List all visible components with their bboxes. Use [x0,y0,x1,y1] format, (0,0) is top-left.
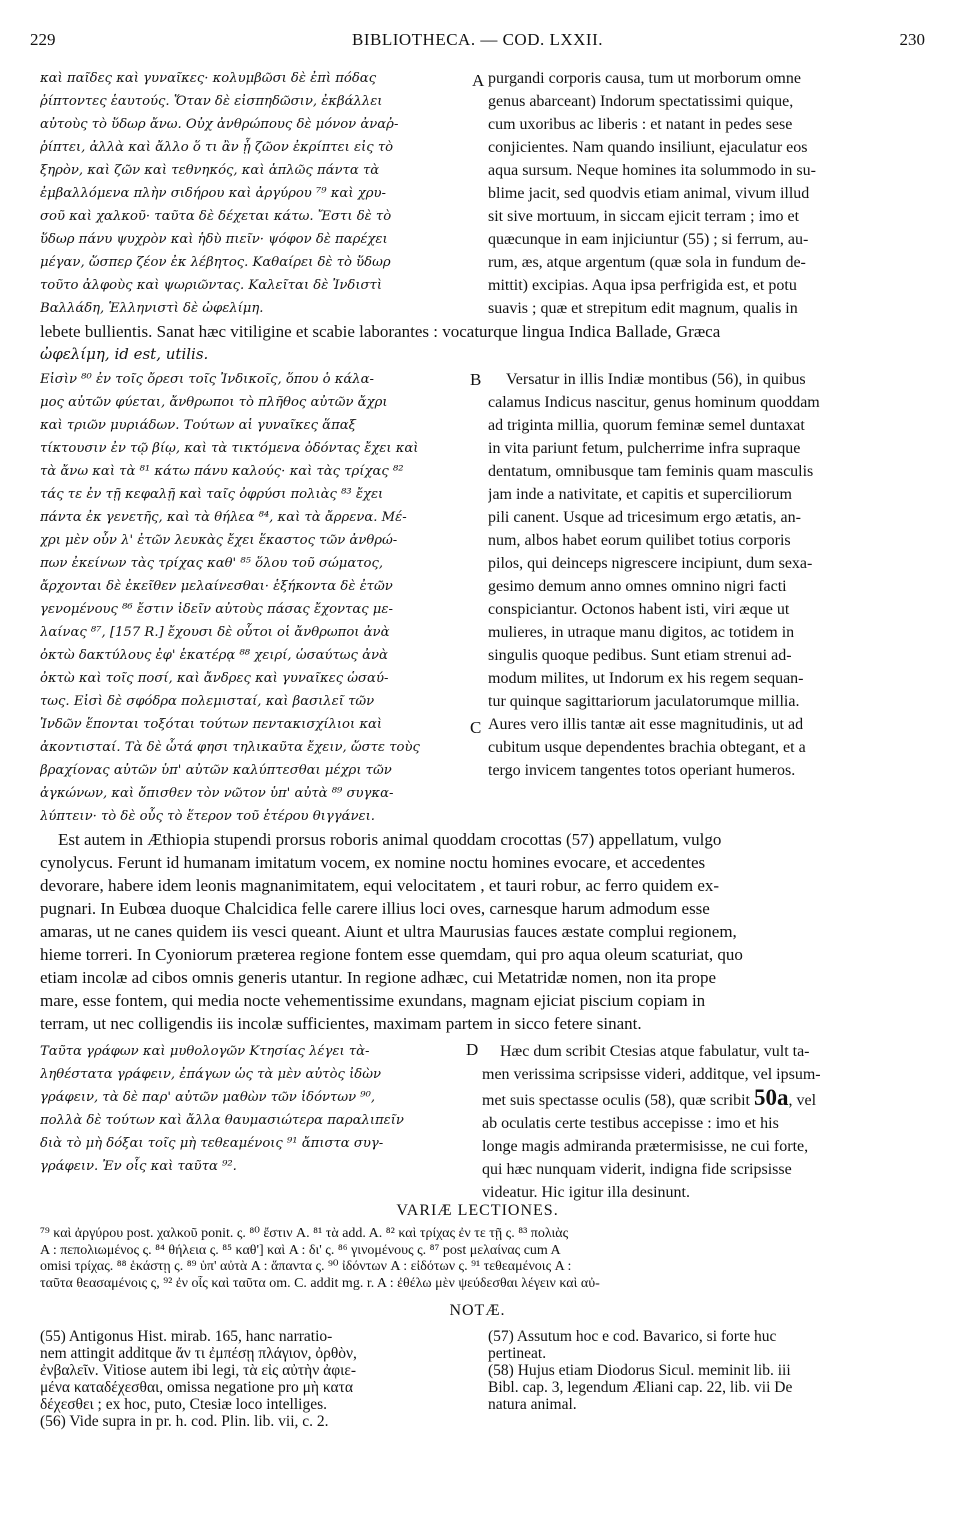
latin-line: mittit) excipias. Aqua ipsa perfrigida est, et potu [488,277,797,294]
full-line: ὠφελίμη, id est, utilis. [40,345,209,363]
latin-line: tur quinque sagittariorum jaculatorumque millia. [488,693,800,710]
greek-line: ἀκοντισταί. Τὰ δὲ ὦτά φησι τηλικαῦτα ἔχειν, ὥστε τοὺς [40,740,420,755]
greek-line: ληθέστατα γράφειν, ἐπάγων ὡς τὰ μὲν αὐτὸς ἰδὼν [40,1067,381,1082]
latin-line: ad triginta millia, quorum feminæ semel duntaxat [488,417,805,434]
section-d-greek [40,1040,468,1178]
section-a-greek [40,67,468,320]
latin-fragment: met suis spectasse oculis (58), quæ scribit [482,1092,750,1109]
greek-line: σοῦ καὶ χαλκοῦ· ταῦτα δὲ δέχεται κάτω. Ἔστι δὲ τὸ [40,209,392,224]
full-line: amaras, ut ne canes quidem iis vesci queant. Aiunt et ultra Maurusias fauces æstate complui regionem, [40,922,737,941]
latin-line: num, albos habet eorum quilibet totius corporis [488,532,791,549]
latin-line: Versatur in illis Indiæ montibus (56), in quibus [506,371,806,388]
page-reference: 50a [753,1086,789,1110]
latin-line: conspiciantur. Octonos habent isti, viri æque ut [488,601,790,618]
note-line: δέχεσθει ; ex hoc, puto, Ctesiæ loco intelliges. [40,1396,327,1413]
greek-line: ῥίπτοντες ἑαυτούς. Ὅταν δὲ εἰσπηδῶσιν, ἐκβάλλει [40,94,383,109]
latin-line: calamus Indicus nascitur, genus hominum quoddam [488,394,820,411]
latin-line: qui hæc nunquam viderit, indigna fide scripsisse [482,1161,792,1178]
greek-line: ὀκτὼ καὶ τοῖς ποσί, καὶ ἄνδρες καὶ γυναῖκες ὡσαύ- [40,671,389,686]
greek-line: ἀγκώνων, καὶ ὄπισθεν τὸν νῶτον ὑπ' αὐτὰ ⁸⁹ συγκα- [40,786,394,801]
greek-line: γράφειν. Ἐν οἷς καὶ ταῦτα ⁹². [40,1159,237,1174]
variant-line: omisi τρίχας. ⁸⁸ ἑκάστῃ ς. ⁸⁹ ὑπ' αὐτὰ A : ἅπαντα ς. ⁹⁰ ἰδόντων A : εἰδότων ς. ⁹¹ τεθεαμένοις A : [40,1259,572,1274]
greek-line: τως. Εἰσὶ δὲ σφόδρα πολεμισταί, καὶ βασιλεῖ τῶν [40,694,375,709]
greek-line: πων ἐκείνων τὰς τρίχας καθ' ⁸⁵ ὅλου τοῦ σώματος, [40,556,384,571]
latin-line: pilos, qui deinceps nigrescere incipiunt, dum sexa- [488,555,813,572]
full-line: lebete bullientis. Sanat hæc vitiligine et scabie laborantes : vocaturque lingua Indica Ballade, Græca [40,322,721,341]
latin-line: gesimo demum anno omnes omnino nigri facti [488,578,787,595]
greek-line: ὕδωρ πάνυ ψυχρὸν καὶ ἡδὺ πιεῖν· ψόφον δὲ παρέχει [40,232,388,247]
greek-line: καὶ παῖδες καὶ γυναῖκες· κολυμβῶσι δὲ ἐπὶ πόδας [40,71,377,86]
latin-line: longe magis admiranda prætermisisse, ne cui forte, [482,1138,809,1155]
greek-line: τίκτουσιν ἐν τῷ βίῳ, καὶ τὰ τικτόμενα ὀδόντας ἔχει καὶ [40,441,419,456]
greek-line: Ἰνδῶν ἕπονται τοξόται τούτων πεντακισχίλιοι καὶ [40,717,383,732]
latin-line: men verissima scripsisse videri, additque, vel ipsum- [482,1066,821,1083]
section-marker-c: C [470,718,482,737]
greek-line: τοῦτο ἀλφοὺς καὶ ψωριῶντας. Καλεῖται δὲ Ἰνδιστὶ [40,278,382,293]
greek-line: γράφειν, τὰ δὲ παρ' αὐτῶν μαθὼν τῶν ἰδόντων ⁹⁰, [40,1090,376,1105]
notae-right [488,1328,920,1413]
note-line: (58) Hujus etiam Diodorus Sicul. meminit lib. iii [488,1362,791,1379]
greek-line: αὐτοὺς τὸ ὕδωρ ἄνω. Οὐχ ἀνθρώπους δὲ μόνον ἀναῤ- [40,117,399,132]
latin-line: in vita pariunt fetum, pulcherrime infra supraque [488,440,801,457]
section-a-latin [488,67,920,320]
latin-line: purgandi corporis causa, tum ut morborum omne [488,70,801,87]
latin-line: dentatum, omnibusque tam feminis quam masculis [488,463,814,480]
greek-line: τάς τε ἐν τῇ κεφαλῇ καὶ ταῖς ὀφρύσι πολιὰς ⁸³ ἔχει [40,487,384,502]
greek-line: μος αὐτῶν φύεται, ἄνθρωποι τὸ πλῆθος αὐτῶν ἄχρι [40,395,388,410]
latin-line: cum uxoribus ac liberis : et natant in pedes sese [488,116,793,133]
latin-line: jam inde a nativitate, et capitis et superciliorum [488,486,792,503]
full-line: hieme torreri. In Cyoniorum præterea regione fontem esse quemdam, qui pro aqua oleum scaturiat, quo [40,945,743,964]
latin-line: mulieres, in utraque manu digitos, ac totidem in [488,624,795,641]
latin-line: sit sive mortuum, in siccam ejicit terram ; imo et [488,208,800,225]
section-b-latin [488,368,920,782]
section-d-latin [482,1040,920,1204]
latin-line: modum milites, ut Indorum ex his regem sequan- [488,670,804,687]
greek-line: Εἰσὶν ⁸⁰ ἐν τοῖς ὄρεσι τοῖς Ἰνδικοῖς, ὅπου ὁ κάλα- [40,372,375,387]
greek-line: τὰ ἄνω καὶ τὰ ⁸¹ κάτω πάνυ καλούς· καὶ τὰς τρίχας ⁸² [40,464,404,479]
greek-line: μέγαν, ὥσπερ ζέον ἐκ λέβητος. Καθαίρει δὲ τὸ ὕδωρ [40,255,391,270]
full-line: pugnari. In Eubœa duoque Chalcidica felle carere illius loci oves, carnesque harum admodum esse [40,899,710,918]
notae-left [40,1328,470,1430]
latin-line: quæcunque in eam injiciuntur (55) ; si ferrum, au- [488,231,809,248]
note-line: (57) Assutum hoc e cod. Bavarico, si forte huc [488,1328,777,1345]
greek-line: χρι μὲν οὖν λ' ἐτῶν λευκὰς ἔχει ἕκαστος τῶν ἀνθρώ- [40,533,398,548]
page-number-left: 229 [30,30,56,49]
latin-line: conjicientes. Nam quando insiliunt, ejaculatur eos [488,139,808,156]
full-line: Est autem in Æthiopia stupendi prorsus roboris animal quoddam crocottas (57) appellatum, vulgo [58,830,722,849]
section-b-greek [40,368,468,828]
full-line: devorare, habere idem leonis magnanimitatem, equi velocitatem , et tauri robur, ac ferro quidem ex- [40,876,720,895]
greek-line: πολλὰ δὲ τούτων καὶ ἄλλα θαυμασιώτερα παραλιπεῖν [40,1113,404,1128]
full-line: mare, esse fontem, qui media nocte vehementissime exundans, magnam ejiciat piscium copiam in [40,991,706,1010]
latin-line: aqua sursum. Neque homines ita solummodo in su- [488,162,816,179]
running-header [30,22,925,52]
latin-line: rum, æs, atque argentum (quæ sola in fundum de- [488,254,806,271]
page-number-right: 230 [899,30,925,49]
full-line: terram, ut nec colligendis iis incolæ sufficientes, maximam partem in sicco fetere sinant. [40,1014,642,1033]
variant-line: ⁷⁹ καὶ ἀργύρου post. χαλκοῦ ponit. ς. ⁸⁰ ἔστιν A. ⁸¹ τὰ add. A. ⁸² καὶ τρίχας ἐν τε τῇ ς. ⁸³ πολιὰς [40,1226,569,1241]
section-c-fullwidth [40,828,920,1035]
note-line: nem attingit additque ἄν τι ἐμπέσῃ πλάγιον, ὀρθὸν, [40,1345,357,1362]
latin-line: blime jacit, sed quodvis etiam animal, vivum illud [488,185,810,202]
latin-line: pili canent. Usque ad tricesimum ergo ætatis, an- [488,509,801,526]
latin-fragment: , vel [788,1092,817,1109]
latin-line: videatur. Hic igitur illa desinunt. [482,1184,690,1201]
greek-line: Βαλλάδη, Ἑλληνιστὶ δὲ ὠφελίμη. [40,301,264,316]
note-line: pertineat. [488,1345,547,1362]
greek-line: ἐμβαλλόμενα πλὴν σιδήρου καὶ ἀργύρου ⁷⁹ καὶ χρυ- [40,186,386,201]
greek-line: διὰ τὸ μὴ δόξαι τοῖς μὴ τεθεαμένοις ⁹¹ ἄπιστα συγ- [40,1136,384,1151]
greek-line: καὶ τριῶν μυριάδων. Τούτων αἱ γυναῖκες ἅπαξ [40,418,356,433]
section-a-fullwidth [40,320,920,366]
latin-line: tergo invicem tangentes totos operiant humeros. [488,762,796,779]
greek-line: ὀκτὼ δακτύλους ἐφ' ἑκατέρᾳ ⁸⁸ χειρί, ὡσαύτως ἀνὰ [40,648,388,663]
full-line: cynolycus. Ferunt id humanam imitatum vocem, ex nomine noctu homines evocare, et accedentes [40,853,706,872]
greek-line: ῥίπτει, ἀλλὰ καὶ ἄλλο ὅ τι ἂν ᾗ ζῶον ἐκρίπτει εἰς τὸ [40,140,394,155]
note-line: Bibl. cap. 3, legendum Æliani cap. 22, lib. vii De [488,1379,793,1396]
greek-line: πάντα ἐκ γενετῆς, καὶ τὰ θήλεα ⁸⁴, καὶ τὰ ἄρρενα. Μέ- [40,510,407,525]
latin-line: Hæc dum scribit Ctesias atque fabulatur, vult ta- [500,1043,810,1060]
greek-line: γενομένους ⁸⁶ ἔστιν ἰδεῖν αὐτοὺς πάσας ἔχοντας με- [40,602,393,617]
variae-heading: VARIÆ LECTIONES. [396,1202,559,1219]
latin-line: cubitum usque dependentes brachia obtegant, et a [488,739,806,756]
note-line: μένα καταδέχεσθαι, omissa negatione pro μὴ κατα [40,1379,354,1396]
variae-lectiones [40,1226,920,1292]
section-marker-d: D [466,1040,479,1059]
note-line: (56) Vide supra in pr. h. cod. Plin. lib. vii, c. 2. [40,1413,329,1430]
greek-line: ξηρὸν, καὶ ζῶν καὶ τεθνηκός, καὶ ἁπλῶς πάντα τὰ [40,163,380,178]
notae-heading: NOTÆ. [449,1302,506,1319]
running-head-title: BIBLIOTHECA. — COD. LXXII. [352,30,603,49]
note-line: natura animal. [488,1396,577,1413]
variant-line: A : πεπολιωμένος ς. ⁸⁴ θήλεια ς. ⁸⁵ καθ'] καὶ A : δι' ς. ⁸⁶ γινομένους ς. ⁸⁷ post μελαίνας cum A [40,1242,561,1258]
latin-line: singulis quoque pedibus. Sunt etiam strenui ad- [488,647,792,664]
latin-line: genus abarceant) Indorum spectatissimi quique, [488,93,794,110]
section-marker-b: B [470,370,482,389]
greek-line: βραχίονας αὐτῶν ὑπ' αὐτῶν καλύπτεσθαι μέχρι τῶν [40,763,392,778]
section-marker-a: A [472,71,485,90]
greek-line: Ταῦτα γράφων καὶ μυθολογῶν Κτησίας λέγει τὰ- [40,1044,370,1059]
note-line: (55) Antigonus Hist. mirab. 165, hanc narratio- [40,1328,333,1345]
latin-line: suavis ; quæ et strepitum edit magnum, qualis in [488,300,798,317]
note-line: ἐνβαλεῖν. Vitiose autem ibi legi, τὰ εἰς αὐτὴν ἀφιε- [40,1362,357,1379]
latin-line: Aures vero illis tantæ ait esse magnitudinis, ut ad [488,716,804,733]
full-line: etiam incolæ ad cibos omnis generis utantur. In regione adhæc, cui Metatridæ nomen, non ita prope [40,968,717,987]
variant-line: ταῦτα θεασαμένοις ς, ⁹² ἐν οἷς καὶ ταῦτα om. C. addit mg. r. A : ἐθέλω μὲν ψεύδεσθαι λέγειν καὶ αὐ- [40,1275,600,1291]
latin-line [482,1086,920,1112]
greek-line: λύπτειν· τὸ δὲ οὖς τὸ ἕτερον τοῦ ἑτέρου θιγγάνει. [40,809,375,824]
greek-line: λαίνας ⁸⁷, [157 R.] ἔχουσι δὲ οὗτοι οἱ ἄνθρωποι ἀνὰ [40,625,390,640]
latin-line: ab oculatis certe testibus accepisse : imo et his [482,1115,779,1132]
greek-line: ἄρχονται δὲ ἐκεῖθεν μελαίνεσθαι· ἑξήκοντα δὲ ἐτῶν [40,579,393,594]
